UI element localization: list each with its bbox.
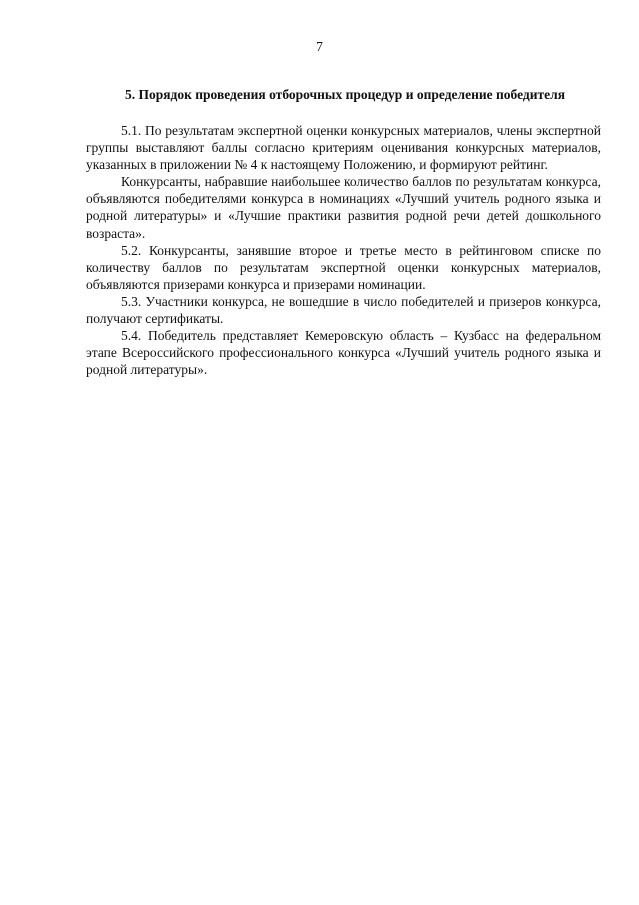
paragraph-5-2: 5.2. Конкурсанты, занявшие второе и третье место в рейтинговом списке по количеству баллов по результатам экспертной оценки конкурсных материалов, объявляются призерами конкурса и призерами номинации. bbox=[86, 242, 601, 292]
paragraph-5-4: 5.4. Победитель представляет Кемеровскую область – Кузбасс на федеральном этапе Всероссийского профессионального конкурса «Лучший учитель родного языка и родной литературы». bbox=[86, 328, 601, 378]
paragraph-winners: Конкурсанты, набравшие наибольшее количество баллов по результатам конкурса, объявляются победителями конкурса в номинациях «Лучший учитель родного языка и родной литературы» и «Лучшие практики развития родной речи детей дошкольного возраста». bbox=[86, 174, 601, 241]
section-body bbox=[86, 122, 601, 378]
paragraph-5-1: 5.1. По результатам экспертной оценки конкурсных материалов, члены экспертной группы выставляют баллы согласно критериям оценивания конкурсных материалов, указанных в приложении № 4 к настоящему Положению, и формируют рейтинг. bbox=[86, 123, 601, 173]
section-heading: 5. Порядок проведения отборочных процедур и определение победителя bbox=[124, 87, 566, 102]
paragraph-5-3: 5.3. Участники конкурса, не вошедшие в число победителей и призеров конкурса, получают сертификаты. bbox=[86, 293, 601, 327]
page-number: 7 bbox=[316, 39, 323, 54]
